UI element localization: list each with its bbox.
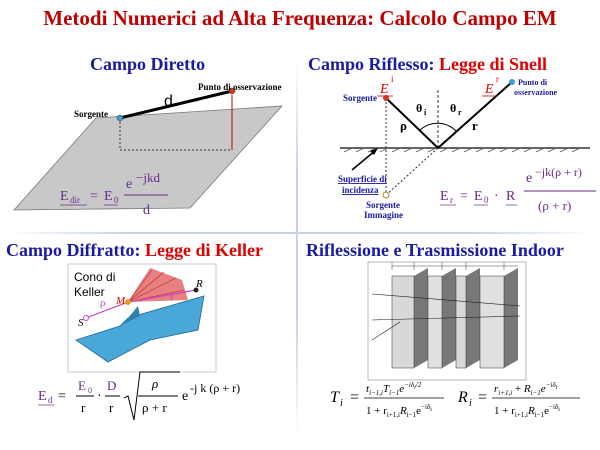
source-label: Sorgente bbox=[74, 109, 108, 119]
svg-text:=: = bbox=[478, 389, 488, 406]
svg-text:E: E bbox=[38, 389, 47, 404]
svg-text:E: E bbox=[78, 378, 86, 393]
svg-text:e: e bbox=[526, 171, 533, 186]
svg-text:e: e bbox=[126, 177, 133, 192]
svg-text:r: r bbox=[450, 195, 453, 205]
source-label: Sorgente bbox=[343, 93, 377, 103]
svg-text:i: i bbox=[424, 108, 427, 117]
indoor-formulas bbox=[330, 381, 580, 419]
svg-text:0: 0 bbox=[88, 386, 92, 395]
svg-text:−jk(ρ + r): −jk(ρ + r) bbox=[535, 165, 582, 179]
surface-label-2: incidenza bbox=[342, 185, 379, 195]
incident-field-label: E bbox=[380, 82, 389, 97]
svg-text:(ρ + r): (ρ + r) bbox=[538, 198, 572, 213]
r-point-label: R bbox=[196, 278, 203, 290]
theta-i-label: θ bbox=[416, 101, 423, 115]
svg-text:=: = bbox=[90, 189, 98, 204]
svg-text:i: i bbox=[340, 398, 343, 409]
slide-title: Metodi Numerici ad Alta Frequenza: Calcolo Campo EM bbox=[43, 6, 557, 30]
svg-text:E: E bbox=[440, 189, 449, 204]
cone-label-2: Keller bbox=[74, 285, 105, 299]
svg-text:·: · bbox=[494, 189, 499, 204]
svg-text:i: i bbox=[469, 398, 472, 409]
svg-text:r: r bbox=[109, 400, 114, 415]
svg-text:E: E bbox=[60, 189, 69, 204]
theta-r-label: θ bbox=[450, 101, 457, 115]
rho-label: ρ bbox=[100, 297, 106, 309]
svg-text:·: · bbox=[97, 389, 102, 404]
svg-text:i: i bbox=[391, 74, 394, 84]
svg-text:=: = bbox=[350, 389, 360, 406]
diffracted-heading-law: Legge di Keller bbox=[144, 240, 263, 260]
observer-label-2: osservazione bbox=[514, 88, 558, 97]
t-formula-lhs: T bbox=[330, 389, 339, 406]
svg-text:ri+1,i + Ri−1e−iδi: $r_{i+1,i} + R_{i-1}e^{-i\delta}i$ bbox=[494, 381, 558, 397]
svg-text:1 + ri+1,iRi−1e−iδi: $1 + r_{i+1,i}R_{i-1}e^{-i\delta}i$ bbox=[494, 403, 560, 419]
diffracted-heading-main: Campo Diffratto: bbox=[6, 240, 141, 260]
svg-text:ρ: ρ bbox=[152, 376, 159, 391]
svg-text:−jkd: −jkd bbox=[136, 170, 160, 185]
svg-text:=: = bbox=[460, 189, 468, 204]
svg-text:r: r bbox=[496, 74, 499, 84]
svg-text:E: E bbox=[474, 189, 483, 204]
svg-text:E: E bbox=[104, 189, 113, 204]
r-label: r bbox=[170, 291, 174, 303]
svg-text:D: D bbox=[107, 378, 117, 393]
svg-text:dir: dir bbox=[70, 195, 80, 205]
svg-text:=: = bbox=[58, 389, 66, 404]
s-label: S bbox=[78, 317, 84, 329]
svg-text:1 + ri+1,iRi−1e−iδi: $1 + r_{i+1,i}R_{i-1}e^{-i\delta}i$ bbox=[366, 403, 432, 419]
image-label-1: Sorgente bbox=[366, 200, 400, 210]
surface-label-1: Superficie di bbox=[338, 174, 387, 184]
svg-text:r: r bbox=[458, 108, 462, 117]
svg-text:e: e bbox=[182, 389, 189, 404]
reflected-heading-law: Legge di Snell bbox=[439, 54, 548, 74]
m-label: M bbox=[116, 295, 126, 307]
svg-text:0: 0 bbox=[114, 195, 119, 205]
svg-text:r: r bbox=[81, 400, 86, 415]
svg-text:0: 0 bbox=[484, 195, 489, 205]
svg-text:-j k (ρ + r): -j k (ρ + r) bbox=[190, 381, 241, 395]
image-label-2: Immagine bbox=[364, 210, 403, 220]
reflected-field-label: E bbox=[485, 82, 494, 97]
direct-heading: Campo Diretto bbox=[90, 54, 206, 74]
svg-text:ρ + r: ρ + r bbox=[142, 400, 167, 415]
cone-label-1: Cono di bbox=[74, 270, 116, 284]
r-label: r bbox=[472, 118, 478, 133]
observer-label-1: Punto di bbox=[518, 78, 548, 87]
svg-text:R: R bbox=[506, 189, 516, 204]
svg-text:d: d bbox=[48, 395, 53, 405]
rho-label: ρ bbox=[400, 118, 407, 133]
svg-text:ti−1,iTi−1e−iδi/2: $t_{i-1,i}T_{i-1}e^{-i\delta}i/2$ bbox=[366, 381, 422, 397]
svg-text:d: d bbox=[143, 203, 150, 218]
distance-label: d bbox=[164, 93, 173, 110]
reflected-heading-main: Campo Riflesso: bbox=[308, 54, 435, 74]
indoor-heading: Riflessione e Trasmissione Indoor bbox=[306, 240, 564, 260]
r-formula-lhs: R bbox=[458, 389, 468, 406]
observer-label: Punto di osservazione bbox=[198, 82, 282, 92]
